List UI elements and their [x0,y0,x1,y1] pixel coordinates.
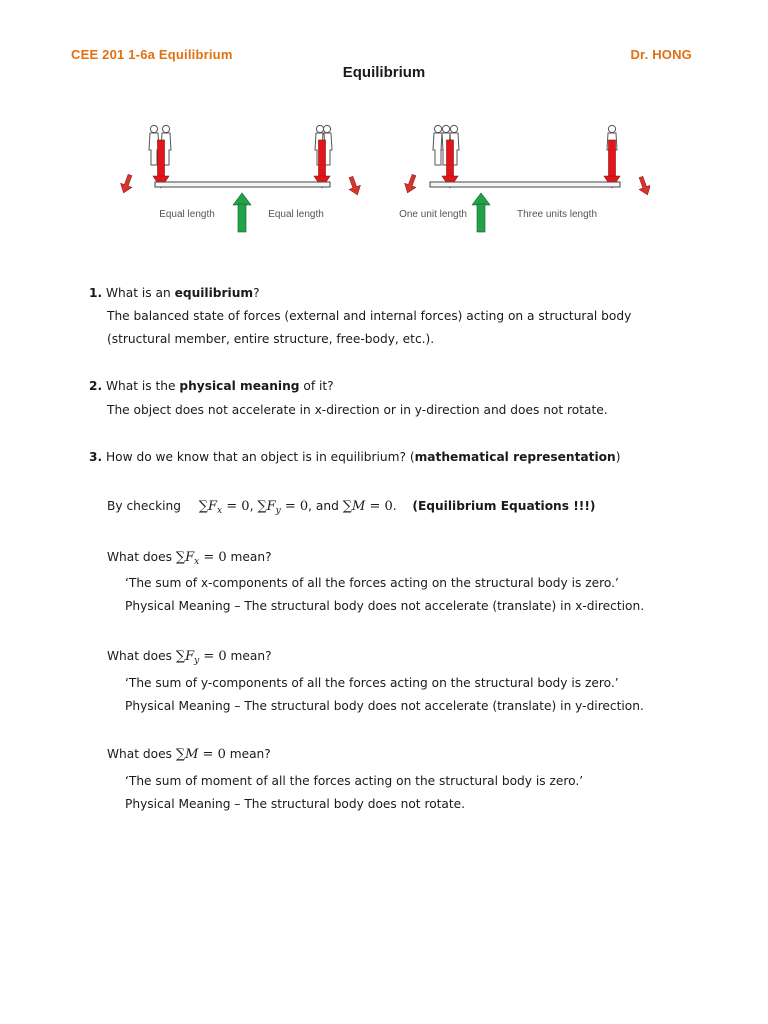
label-equal-length-left: Equal length [159,209,215,220]
sum-fx-equation: $\sum F_x = 0$ [198,499,250,516]
fx-explanation: ‘The sum of x-components of all the forces acting on the structural body is zero.’ [125,576,619,590]
equilibrium-equations-line: By checking $\sum F_x = 0$, $\sum F_y = 0$, and ∑M = 0. (Equilibrium Equations !!!) [107,499,596,516]
seesaw-figure [110,115,650,240]
right-weight-arrow [314,140,330,188]
answer-1-line-1: The balanced state of forces (external and internal forces) acting on a structural body [107,309,632,323]
equilibrium-equations-label: (Equilibrium Equations !!!) [412,499,596,513]
m-question: What does ∑M = 0 mean? [107,747,271,762]
m-physical-meaning: Physical Meaning – The structural body does not rotate. [125,797,466,811]
fy-physical-meaning: Physical Meaning – The structural body does not accelerate (translate) in y-direction. [125,699,644,713]
left-seesaw [118,125,363,232]
fy-question: What does $\sum F_y = 0$ mean? [107,649,272,666]
label-three-units-length: Three units length [516,209,598,220]
answer-2: The object does not accelerate in x-direction or in y-direction and does not rotate. [107,403,608,417]
answer-1-line-2: (structural member, entire structure, free-body, etc.). [107,332,435,346]
right-seesaw [399,125,650,232]
rotation-arrow-right-2 [635,175,650,197]
one-person-weight-arrow [604,140,620,188]
rotation-arrow-right [345,175,363,197]
label-equal-length-right: Equal length [268,209,324,220]
support-arrow [233,193,251,232]
question-2: 2. What is the physical meaning of it? [89,379,334,393]
offset-support-arrow [472,193,490,232]
label-one-unit-length: One unit length [399,209,467,220]
fy-explanation: ‘The sum of y-components of all the forces acting on the structural body is zero.’ [125,676,619,690]
author-header: Dr. HONG [630,47,692,62]
question-3: 3. How do we know that an object is in equilibrium? (mathematical representation) [89,450,621,464]
sum-m-equation: ∑M = 0 [342,499,393,514]
three-people-weight-arrow [442,140,458,188]
sum-fy-equation: $\sum F_y = 0$ [257,499,309,516]
m-explanation: ‘The sum of moment of all the forces acting on the structural body is zero.’ [125,774,584,788]
fx-question: What does $\sum F_x = 0$ mean? [107,550,272,567]
course-header: CEE 201 1-6a Equilibrium [71,47,233,62]
left-weight-arrow [153,140,169,188]
fx-physical-meaning: Physical Meaning – The structural body does not accelerate (translate) in x-direction. [125,599,645,613]
page-title: Equilibrium [342,64,426,81]
rotation-arrow-left [118,173,136,195]
rotation-arrow-left-2 [402,173,420,195]
question-1: 1. What is an equilibrium? [89,286,260,300]
